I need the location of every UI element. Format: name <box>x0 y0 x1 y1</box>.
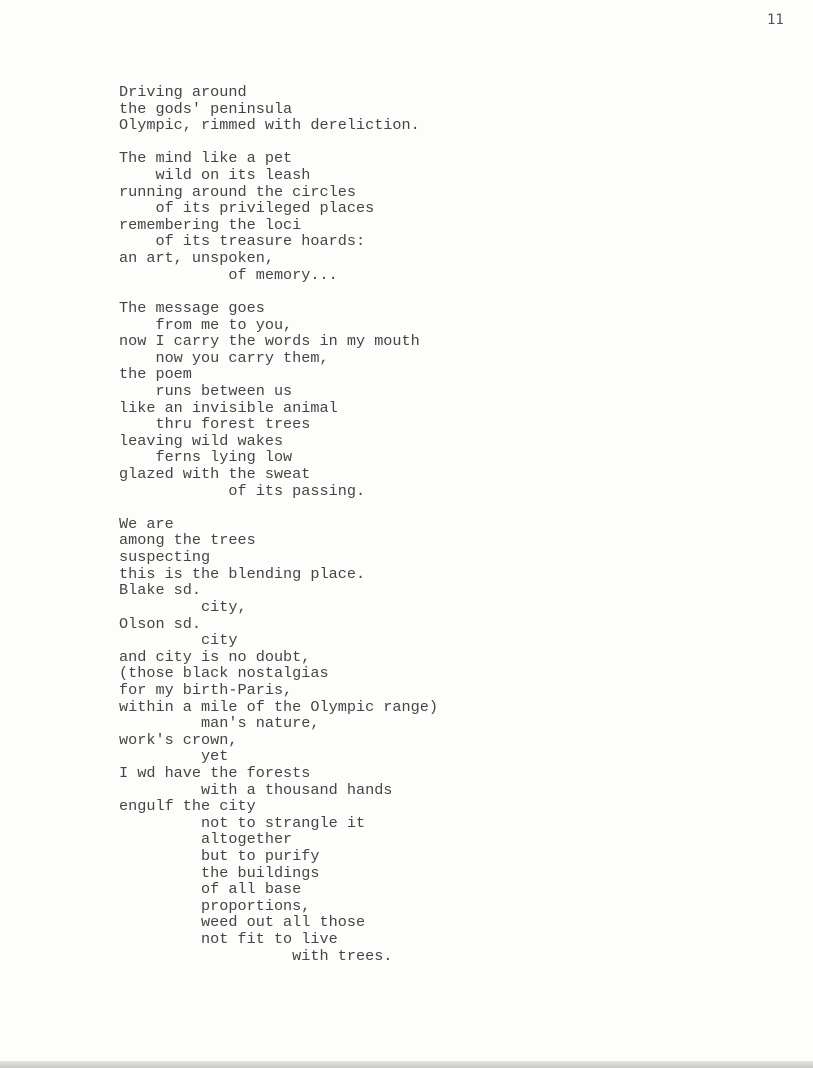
stanza-break <box>119 283 799 300</box>
poem-line: (those black nostalgias <box>119 664 329 683</box>
page-number: 11 <box>767 12 784 28</box>
stanza-break <box>119 499 799 516</box>
poem-line: the gods' peninsula <box>119 99 293 118</box>
poem-line: within a mile of the Olympic range) <box>119 697 438 716</box>
poem-line: runs between us <box>119 381 293 400</box>
poem-line: Blake sd. <box>119 581 202 600</box>
poem-line: now you carry them, <box>119 348 329 367</box>
stanza-break <box>119 134 799 151</box>
poem-line: not fit to live <box>119 930 338 949</box>
poem-line: the buildings <box>119 863 320 882</box>
poem-line: of its treasure hoards: <box>119 232 366 251</box>
poem-line: with a thousand hands <box>119 780 393 799</box>
poem-line: I wd have the forests <box>119 763 311 782</box>
poem-line: of all base <box>119 880 302 899</box>
poem-line: the poem <box>119 365 192 384</box>
poem-line: for my birth-Paris, <box>119 680 293 699</box>
poem-line: remembering the loci <box>119 215 302 234</box>
poem-line: now I carry the words in my mouth <box>119 332 420 351</box>
poem-line: engulf the city <box>119 797 256 816</box>
poem-line: from me to you, <box>119 315 293 334</box>
poem-line: wild on its leash <box>119 166 311 185</box>
poem-line: an art, unspoken, <box>119 249 274 268</box>
poem-line: suspecting <box>119 548 211 567</box>
poem-line: with trees. <box>119 946 393 965</box>
poem-line: city, <box>119 597 247 616</box>
poem-line: Driving around <box>119 83 247 101</box>
poem-line: Olympic, rimmed with dereliction. <box>119 116 420 135</box>
poem-line: thru forest trees <box>119 415 311 434</box>
poem-line: this is the blending place. <box>119 564 366 583</box>
poem-line: The message goes <box>119 298 265 317</box>
poem-line: altogether <box>119 830 293 849</box>
page-bottom-edge <box>0 1061 813 1068</box>
poem-line: proportions, <box>119 896 311 915</box>
poem-line: man's nature, <box>119 714 320 733</box>
poem-line: ferns lying low <box>119 448 293 467</box>
poem-line: of its privileged places <box>119 199 375 218</box>
poem-line: not to strangle it <box>119 813 366 832</box>
poem-line: Olson sd. <box>119 614 202 633</box>
poem-line: like an invisible animal <box>119 398 338 417</box>
poem-line: among the trees <box>119 531 256 550</box>
poem-line: We are <box>119 514 174 533</box>
poem-line: city <box>119 631 238 650</box>
poem-line: glazed with the sweat <box>119 465 311 484</box>
poem-line: leaving wild wakes <box>119 431 284 450</box>
poem-line: weed out all those <box>119 913 366 932</box>
poem-line: The mind like a pet <box>119 149 293 168</box>
poem-line: work's crown, <box>119 730 238 749</box>
poem-line: of its passing. <box>119 481 366 500</box>
poem-line: yet <box>119 747 229 766</box>
poem-text <box>119 84 799 964</box>
poem-line: but to purify <box>119 847 320 866</box>
poem-line: and city is no doubt, <box>119 647 311 666</box>
poem-line: of memory... <box>119 265 338 284</box>
poem-line: running around the circles <box>119 182 356 201</box>
